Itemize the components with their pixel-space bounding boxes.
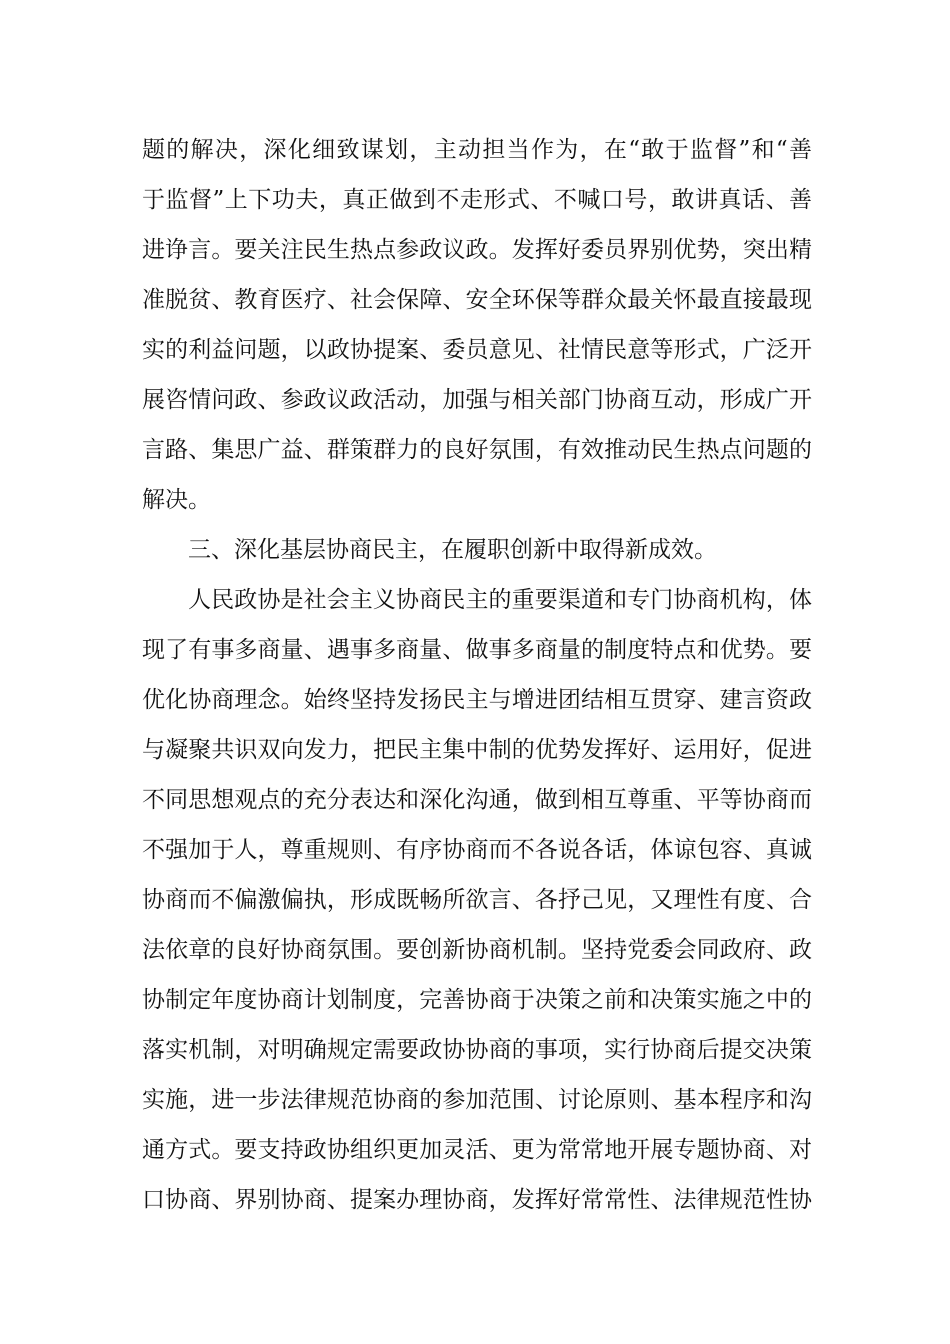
text-line: 准脱贫、教育医疗、社会保障、安全环保等群众最关怀最直接最现	[142, 287, 812, 313]
text-line: 口协商、界别协商、提案办理协商，发挥好常常性、法律规范性协	[142, 1187, 812, 1213]
text-line: 不同思想观点的充分表达和深化沟通，做到相互尊重、平等协商而	[142, 787, 812, 813]
text-line: 与凝聚共识双向发力，把民主集中制的优势发挥好、运用好，促进	[142, 737, 812, 763]
text-line: 实施，进一步法律规范协商的参加范围、讨论原则、基本程序和沟	[142, 1087, 812, 1113]
text-line: 言路、集思广益、群策群力的良好氛围，有效推动民生热点问题的	[142, 437, 812, 463]
text-line: 于监督”上下功夫，真正做到不走形式、不喊口号，敢讲真话、善	[142, 187, 812, 213]
text-line: 通方式。要支持政协组织更加灵活、更为常常地开展专题协商、对	[142, 1137, 812, 1163]
text-line: 现了有事多商量、遇事多商量、做事多商量的制度特点和优势。要	[142, 637, 812, 663]
text-line: 优化协商理念。始终坚持发扬民主与增进团结相互贯穿、建言资政	[142, 687, 812, 713]
text-line: 法依章的良好协商氛围。要创新协商机制。坚持党委会同政府、政	[142, 937, 812, 963]
text-line: 题的解决，深化细致谋划，主动担当作为，在“敢于监督”和“善	[142, 137, 812, 163]
text-line: 实的利益问题，以政协提案、委员意见、社情民意等形式，广泛开	[142, 337, 812, 363]
text-line: 解决。	[142, 487, 211, 513]
text-line: 落实机制，对明确规定需要政协协商的事项，实行协商后提交决策	[142, 1037, 812, 1063]
text-line: 协商而不偏激偏执，形成既畅所欲言、各抒己见，又理性有度、合	[142, 887, 812, 913]
text-line: 进诤言。要关注民生热点参政议政。发挥好委员界别优势，突出精	[142, 237, 812, 263]
text-line: 人民政协是社会主义协商民主的重要渠道和专门协商机构，体	[188, 587, 812, 613]
text-line: 展咨情问政、参政议政活动，加强与相关部门协商互动，形成广开	[142, 387, 812, 413]
text-line: 协制定年度协商计划制度，完善协商于决策之前和决策实施之中的	[142, 987, 812, 1013]
text-line: 不强加于人，尊重规则、有序协商而不各说各话，体谅包容、真诚	[142, 837, 812, 863]
section-heading: 三、深化基层协商民主，在履职创新中取得新成效。	[188, 537, 717, 563]
